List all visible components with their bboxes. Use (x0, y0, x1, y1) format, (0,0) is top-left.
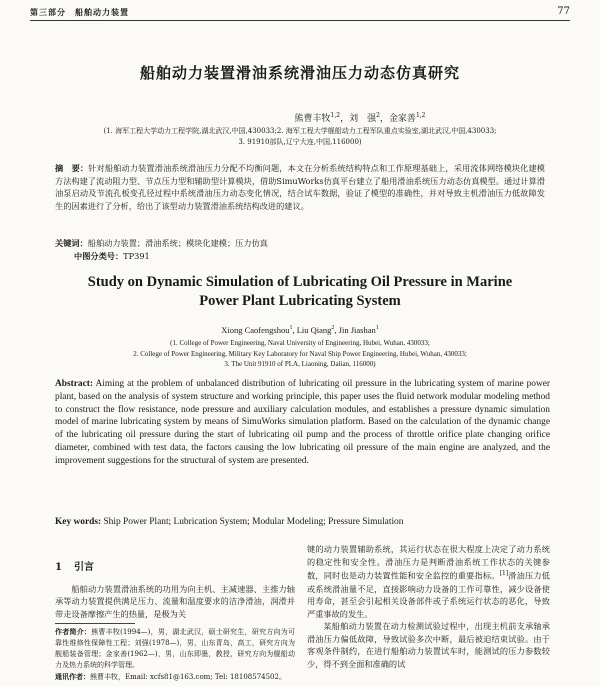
author-cn-3: ，金家善 (379, 114, 416, 124)
english-title-line-2: Power Plant Lubricating System (199, 293, 401, 309)
intro-paragraph-2: 某船舶动力装置在动力检测试验过程中，出现主机前支承轴承滑油压力偏低故障，导致试验多次中断，最后被迫结束试验。由于客观条件制约，在进行船舶动力装置试车时，能测试的压力参数较少，得不到全面和准确的试 (307, 621, 550, 670)
english-title (20, 273, 580, 311)
abstract-en-text: Aiming at the problem of unbalanced distribution of lubricating oil pressure in the lubricating system of marine power plant, based on the analysis of system structure and working principle, this paper uses the fluid network modular modeling method to construct the flow resistance, node pressure and auxiliary calculation modules, and establishes a pressure dynamic simulation model of marine lubricating system by means of SimuWorks simulation platform. Based on the calculation of the dynamic change of the lubricating oil pressure during the start of lubricating oil pump and the process of throttle orifice plate changing orifice diameter, combined with test data, the factors causing the low lubricating oil pressure of the main engine are analyzed, and the improvement suggestions for the structural of system are presented. (55, 379, 550, 466)
left-column (55, 548, 295, 683)
chinese-abstract (55, 162, 545, 212)
footnote-author-label: 作者简介： (55, 627, 92, 637)
affiliation-cn-line: (1. 海军工程大学动力工程学院,湖北武汉,中国,430033;2. 海军工程大学舰船动力工程军队重点实验室,湖北武汉,中国,430033; (103, 127, 497, 135)
author-cn-1-affil: 1,2 (330, 112, 341, 119)
footnote-email-text: 熊曹丰牧，Email: xcfs81@163.com; Tel: 18108574502。 (90, 673, 286, 682)
clc-value: TP391 (123, 251, 150, 261)
section-heading-introduction (55, 562, 295, 575)
intro-continued-text-2: 滑油压力低或系统滑油量不足，直接影响动力设备的工作可靠性，减少设备使用寿命，甚至会引起相关设备部件或子系统运行状态的恶化，导致严重事故的发生。 (307, 570, 550, 619)
author-en-3: , Jin Jiashan (334, 325, 376, 335)
classification-number (74, 250, 545, 263)
chinese-keywords (55, 237, 545, 250)
affiliation-en-line: 3. The Unit 91910 of PLA, Liaoning, Dalian, 116000) (224, 360, 376, 368)
keywords-cn-label: 关键词： (55, 238, 88, 248)
chinese-affiliations (20, 126, 580, 148)
author-cn-3-affil: 1,2 (415, 112, 426, 119)
footnote-author-text: 熊曹丰牧(1994—)，男，湖北武汉，硕士研究生，研究方向为可靠性维修性保障性工程；刘强(1978—)，男，山东青岛，高工，研究方向为舰船装备管理；金家善(1962—)，男，山东即墨，教授，研究方向为舰船动力及热力系统的科学管理。 (55, 628, 296, 670)
journal-section-label: 第三部分 船舶动力装置 (30, 7, 129, 17)
author-footnote (55, 626, 295, 671)
english-keywords (55, 516, 550, 529)
author-en-1: Xiong Caofengshou (221, 325, 290, 335)
english-authors (20, 325, 580, 335)
page-number: 77 (557, 6, 570, 17)
author-en-3-affil: 1 (375, 325, 379, 332)
footnote-divider (55, 623, 135, 624)
author-en-2-affil: 2 (331, 325, 335, 332)
english-title-line-1: Study on Dynamic Simulation of Lubricating Oil Pressure in Marine (87, 274, 513, 290)
abstract-cn-text: 针对船舶动力装置滑油系统滑油压力分配不均衡问题，本文在分析系统结构特点和工作原理基础上，采用流体网络模块化建模方法构建了流动阻力型、节点压力型和辅助型计算模块，借助SimuWorks仿真平台建立了船用滑油系统压力动态仿真模型。通过计算滑油泵启动及节流孔板变孔径过程中系统滑油压力动态变化情况，结合试车数据，验证了模型的准确性，并对导致主机滑油压力低故障发生的因素进行了分析，给出了该型动力装置滑油系统结构改进的建议。 (55, 163, 545, 211)
intro-paragraph-continued (307, 543, 550, 620)
keywords-en-label: Key words: (55, 517, 102, 527)
author-cn-1: 熊曹丰牧 (294, 114, 331, 124)
author-cn-2-affil: 2 (376, 112, 380, 119)
english-affiliations (20, 338, 580, 370)
section-number: 1 (55, 562, 62, 573)
intro-continued-text: 键的动力装置辅助系统，其运行状态在很大程度上决定了动力系统的稳定性和安全性。滑油压力是判断滑油系统工作状态的关键参数，同时也是动力装置性能和安全监控的重要指标。 (307, 544, 550, 581)
section-title: 引言 (73, 562, 94, 573)
affiliation-cn-line: 3. 91910部队,辽宁大连,中国,116000) (238, 138, 362, 146)
keywords-en-text: Ship Power Plant; Lubrication System; Modular Modeling; Pressure Simulation (103, 517, 404, 527)
clc-label: 中图分类号： (74, 251, 124, 261)
corresponding-author-footnote (55, 671, 295, 683)
footnote-email-label: 通讯作者： (55, 672, 90, 682)
chinese-authors (0, 111, 600, 124)
right-column (307, 543, 550, 671)
chinese-title: 船舶动力装置滑油系统滑油压力动态仿真研究 (139, 64, 460, 82)
author-en-1-affil: 1 (289, 325, 293, 332)
affiliation-en-line: 2. College of Power Engineering, Military Key Laboratory for Naval Ship Power Engineering, Hubei, Wuhan, 430033; (133, 349, 467, 358)
author-cn-2: ，刘 强 (340, 114, 377, 124)
running-header (30, 6, 570, 21)
author-en-2: , Liu Qiang (292, 325, 332, 335)
affiliation-en-line: (1. College of Power Engineering, Naval University of Engineering, Hubei, Wuhan, 430033; (170, 339, 430, 347)
abstract-en-label: Abstract: (55, 379, 94, 389)
english-abstract (55, 378, 550, 468)
citation-ref: [1] (499, 570, 509, 578)
abstract-cn-label: 摘 要： (55, 163, 89, 173)
keywords-cn-text: 船舶动力装置；滑油系统；模块化建模；压力仿真 (87, 238, 268, 248)
intro-paragraph: 船舶动力装置滑油系统的功用为向主机、主减速器、主推力轴承等动力装置提供满足压力、流量和温度要求的洁净滑油，润滑并带走设备摩擦产生的热量，是极为关 (55, 583, 295, 619)
